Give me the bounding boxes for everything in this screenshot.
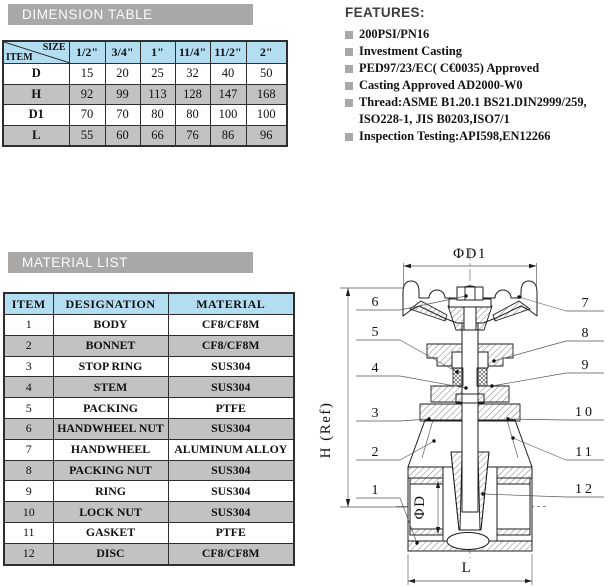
material-item-number: 5 (4, 398, 53, 419)
dimension-value-cell: 100 (210, 105, 246, 126)
dimension-value-cell: 25 (140, 64, 175, 85)
dimension-value-cell: 20 (105, 64, 140, 85)
dimension-table-row (3, 105, 287, 126)
dimension-value-cell: 86 (210, 125, 246, 146)
dimension-value-cell: 92 (69, 84, 105, 105)
square-bullet-icon (345, 31, 353, 39)
part-label-7: 7 (581, 296, 589, 311)
feature-item-text: PED97/23/EC( C€0035) Approved (359, 61, 540, 75)
feature-item-continuation (345, 111, 605, 128)
dimension-table-row (3, 84, 287, 105)
material-material-cell: SUS304 (168, 481, 294, 502)
material-item-number: 6 (4, 418, 53, 439)
feature-item-text: Inspection Testing:API598,EN12266 (359, 129, 551, 143)
square-bullet-icon (345, 82, 353, 90)
dimension-value-cell: 96 (246, 125, 287, 146)
dimension-value-cell: 99 (105, 84, 140, 105)
material-material-cell: SUS304 (168, 418, 294, 439)
part-label-9: 9 (581, 358, 589, 373)
size-column-header: 11/4" (175, 41, 210, 64)
dimension-table-row (3, 64, 287, 85)
part-label-12: 12 (575, 482, 595, 497)
material-material-cell: ALUMINUM ALLOY (168, 439, 294, 460)
material-designation-cell: BODY (53, 315, 168, 336)
dimension-value-cell: 32 (175, 64, 210, 85)
material-list-row (4, 315, 294, 336)
part-label-6: 6 (371, 295, 379, 310)
dimension-value-cell: 100 (246, 105, 287, 126)
dimension-table-header-row (3, 41, 287, 64)
material-list-row (4, 460, 294, 481)
size-column-header: 1" (140, 41, 175, 64)
material-item-number: 10 (4, 502, 53, 523)
material-designation-cell: RING (53, 481, 168, 502)
dimension-value-cell: 60 (105, 125, 140, 146)
feature-item-text: Investment Casting (359, 44, 462, 58)
part-label-5: 5 (371, 325, 379, 340)
part-label-11: 11 (575, 445, 595, 460)
material-material-cell: SUS304 (168, 460, 294, 481)
stem (462, 300, 478, 512)
dim-l-label: L (461, 560, 473, 576)
bonnet (431, 386, 462, 402)
material-designation-cell: STOP RING (53, 356, 168, 377)
part-label-2: 2 (371, 445, 379, 460)
part-label-4: 4 (371, 361, 379, 376)
material-material-cell: CF8/CF8M (168, 335, 294, 356)
material-list-row (4, 481, 294, 502)
dimension-table-row (3, 125, 287, 146)
dimension-value-cell: 50 (246, 64, 287, 85)
material-designation-cell: LOCK NUT (53, 502, 168, 523)
material-list-table (3, 292, 295, 566)
material-designation-cell: GASKET (53, 522, 168, 543)
material-item-number: 1 (4, 315, 53, 336)
material-list-header-row (4, 293, 294, 315)
feature-item-text: Casting Approved AD2000-W0 (359, 78, 523, 92)
material-list-row (4, 335, 294, 356)
material-list-row (4, 418, 294, 439)
seat-opening (447, 533, 489, 550)
material-material-cell: PTFE (168, 398, 294, 419)
dimension-value-cell: 76 (175, 125, 210, 146)
material-item-number: 7 (4, 439, 53, 460)
material-item-number: 12 (4, 543, 53, 564)
size-column-header: 3/4" (105, 41, 140, 64)
dimension-value-cell: 80 (140, 105, 175, 126)
material-item-number: 2 (4, 335, 53, 356)
dimension-table-section-bar (8, 4, 253, 25)
dimension-table-section-title: DIMENSION TABLE (22, 7, 153, 22)
size-column-header: 1/2" (69, 41, 105, 64)
dimension-value-cell: 70 (105, 105, 140, 126)
material-material-cell: SUS304 (168, 377, 294, 398)
material-item-number: 11 (4, 522, 53, 543)
square-bullet-icon (345, 48, 353, 56)
dimension-value-cell: 40 (210, 64, 246, 85)
dimension-value-cell: 113 (140, 84, 175, 105)
material-list-row (4, 502, 294, 523)
material-designation-cell: PACKING (53, 398, 168, 419)
square-bullet-icon (345, 99, 353, 107)
dimension-value-cell: 70 (69, 105, 105, 126)
features-title: FEATURES: (345, 5, 425, 20)
material-material-cell: PTFE (168, 522, 294, 543)
features-section (345, 5, 605, 145)
material-designation-cell: HANDWHEEL NUT (53, 418, 168, 439)
dimension-item-label: D1 (3, 105, 69, 126)
material-designation-cell: DISC (53, 543, 168, 564)
material-designation-cell: BONNET (53, 335, 168, 356)
handwheel-nut (457, 287, 483, 300)
feature-item (345, 43, 605, 60)
material-list-section-bar (8, 252, 253, 273)
corner-item-label: ITEM (6, 52, 33, 63)
material-item-number: 4 (4, 377, 53, 398)
material-list-column-header: DESIGNATION (53, 293, 168, 315)
right-port-bore (497, 478, 530, 535)
material-designation-cell: HANDWHEEL (53, 439, 168, 460)
dimension-value-cell: 15 (69, 64, 105, 85)
material-item-number: 3 (4, 356, 53, 377)
material-list-row (4, 439, 294, 460)
dimension-value-cell: 147 (210, 84, 246, 105)
material-list-row (4, 356, 294, 377)
material-designation-cell: PACKING NUT (53, 460, 168, 481)
feature-item (345, 26, 605, 43)
size-column-header: 2" (246, 41, 287, 64)
corner-size-label: SIZE (42, 42, 66, 53)
features-list (345, 26, 605, 145)
lock-nut-flange (420, 404, 462, 421)
part-label-3: 3 (371, 406, 379, 421)
dim-h-label: H (Ref) (318, 401, 334, 459)
material-list-column-header: MATERIAL (168, 293, 294, 315)
dimension-value-cell: 55 (69, 125, 105, 146)
dim-d1-label: ΦD1 (453, 246, 487, 262)
material-list-row (4, 522, 294, 543)
dimension-value-cell: 128 (175, 84, 210, 105)
material-material-cell: SUS304 (168, 502, 294, 523)
material-item-number: 9 (4, 481, 53, 502)
square-bullet-icon (345, 65, 353, 73)
material-list-section-title: MATERIAL LIST (22, 255, 129, 270)
material-list-row (4, 543, 294, 564)
dimension-value-cell: 66 (140, 125, 175, 146)
dimension-item-label: L (3, 125, 69, 146)
dimension-table-corner-cell (3, 41, 69, 64)
material-material-cell: SUS304 (168, 356, 294, 377)
dimension-item-label: H (3, 84, 69, 105)
dimension-table (2, 40, 288, 147)
feature-item-text: Thread:ASME B1.20.1 BS21.DIN2999/259, (359, 95, 587, 109)
part-label-10: 10 (575, 405, 595, 420)
dim-d-label: ΦD (412, 494, 428, 520)
material-list-column-header: ITEM (4, 293, 53, 315)
material-material-cell: CF8/CF8M (168, 315, 294, 336)
material-list-row (4, 377, 294, 398)
material-list-row (4, 398, 294, 419)
part-label-1: 1 (371, 483, 379, 498)
feature-item (345, 94, 605, 111)
dimension-value-cell: 168 (246, 84, 287, 105)
feature-item-text: 200PSI/PN16 (359, 27, 430, 41)
feature-item (345, 128, 605, 145)
square-bullet-icon (345, 133, 353, 141)
feature-item (345, 60, 605, 77)
material-designation-cell: STEM (53, 377, 168, 398)
dimension-item-label: D (3, 64, 69, 85)
material-material-cell: CF8/CF8M (168, 543, 294, 564)
part-label-8: 8 (581, 326, 589, 341)
size-column-header: 11/2" (210, 41, 246, 64)
feature-item (345, 77, 605, 94)
gate-valve-cross-section-drawing (300, 240, 608, 587)
dimension-value-cell: 80 (175, 105, 210, 126)
feature-item-text: ISO228-1, JIS B0203,ISO7/1 (359, 112, 510, 126)
material-item-number: 8 (4, 460, 53, 481)
handwheel (403, 281, 537, 330)
